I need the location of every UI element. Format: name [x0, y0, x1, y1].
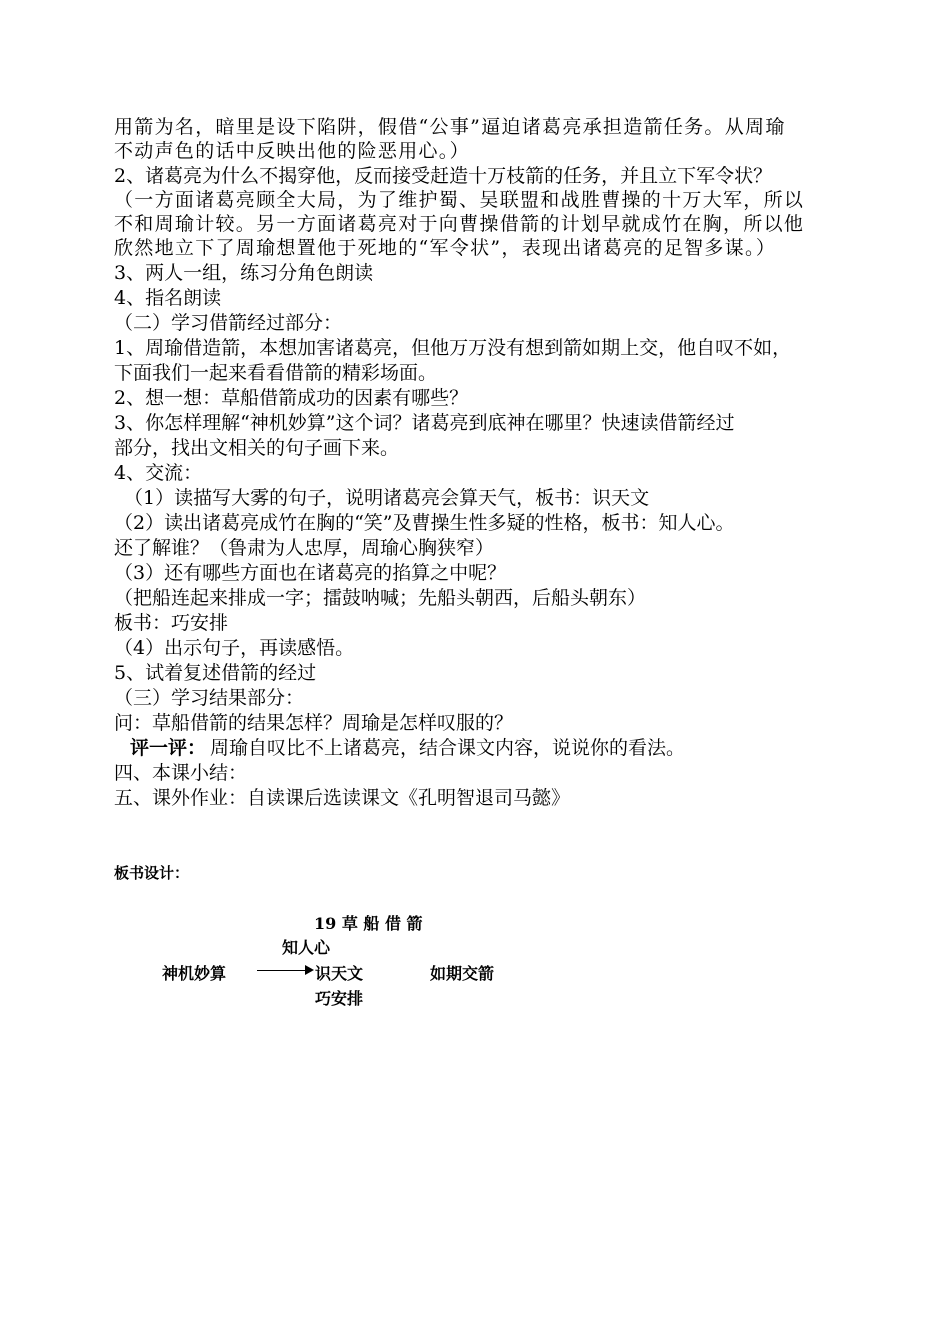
text-line: 下面我们一起来看看借箭的精彩场面。 — [114, 362, 438, 384]
text-line: （3）还有哪些方面也在诸葛亮的掐算之中呢？ — [114, 562, 507, 584]
text-line: （一方面诸葛亮顾全大局，为了维护蜀、吴联盟和战胜曹操的十万大军，所以 — [114, 189, 805, 211]
board-right-label: 如期交箭 — [430, 964, 495, 983]
text-line: 3、你怎样理解“神机妙算”这个词？诸葛亮到底神在哪里？快速读借箭经过 — [114, 412, 735, 434]
text-line: 五、课外作业：自读课后选读课文《孔明智退司马懿》 — [114, 787, 571, 809]
text-line: 不动声色的话中反映出他的险恶用心。） — [114, 140, 470, 162]
text-line: 2、想一想：草船借箭成功的因素有哪些？ — [114, 387, 469, 409]
text-line: 4、交流： — [114, 462, 203, 484]
board-left-label: 神机妙算 — [162, 964, 227, 983]
section-heading: （三）学习结果部分： — [114, 687, 305, 709]
board-item-top: 知人心 — [282, 938, 331, 957]
text-line: 2、诸葛亮为什么不揭穿他，反而接受赶造十万枝箭的任务，并且立下军令状？ — [114, 165, 773, 187]
text-line: 板书：巧安排 — [114, 612, 229, 634]
text-line: （把船连起来排成一字；擂鼓呐喊；先船头朝西，后船头朝东） — [114, 587, 647, 609]
text-line: 问：草船借箭的结果怎样？周瑜是怎样叹服的？ — [114, 712, 514, 734]
evaluate-label: 评一评： — [130, 737, 207, 759]
text-line: 用箭为名，暗里是设下陷阱，假借“公事”逼迫诸葛亮承担造箭任务。从周瑜 — [114, 116, 786, 138]
text-line: 5、试着复述借箭的经过 — [114, 662, 317, 684]
text-line: 还了解谁？（鲁肃为人忠厚，周瑜心胸狭窄） — [114, 537, 495, 559]
text-line: 3、两人一组，练习分角色朗读 — [114, 262, 374, 284]
text-line: 四、本课小结： — [114, 762, 248, 784]
text-line: 欣然地立下了周瑜想置他于死地的“军令状”，表现出诸葛亮的足智多谋。） — [114, 237, 777, 259]
text-line: 1、周瑜借造箭，本想加害诸葛亮，但他万万没有想到箭如期上交，他自叹不如， — [114, 337, 792, 359]
board-item-bottom: 巧安排 — [315, 989, 364, 1008]
text-line: 不和周瑜计较。另一方面诸葛亮对于向曹操借箭的计划早就成竹在胸，所以他 — [114, 213, 805, 235]
section-heading: （二）学习借箭经过部分： — [114, 312, 343, 334]
text-line: 周瑜自叹比不上诸葛亮，结合课文内容，说说你的看法。 — [210, 737, 686, 759]
text-line: 部分，找出文相关的句子画下来。 — [114, 437, 400, 459]
text-line: （2）读出诸葛亮成竹在胸的“笑”及曹操生性多疑的性格，板书：知人心。 — [114, 512, 735, 534]
board-title: 19 草 船 借 箭 — [314, 914, 423, 933]
board-item-middle: 识天文 — [315, 964, 364, 983]
arrow-line — [257, 970, 311, 971]
text-line: （4）出示句子，再读感悟。 — [114, 637, 355, 659]
arrow-right-icon — [305, 965, 314, 975]
board-design-heading: 板书设计： — [114, 864, 190, 882]
text-line: 4、指名朗读 — [114, 287, 222, 309]
text-line: （1）读描写大雾的句子，说明诸葛亮会算天气，板书：识天文 — [124, 487, 650, 509]
